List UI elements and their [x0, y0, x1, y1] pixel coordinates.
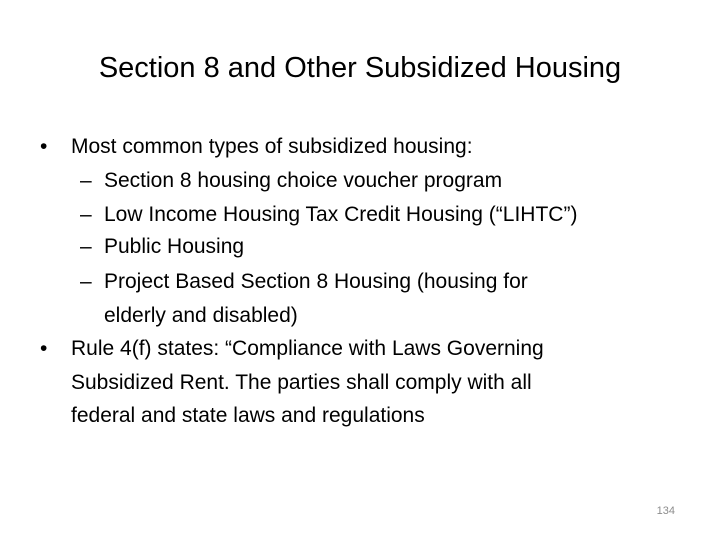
- bullet-text-continued: federal and state laws and regulations: [71, 404, 425, 427]
- sub-bullet-text-continued: elderly and disabled): [104, 304, 298, 327]
- sub-bullet-text: Project Based Section 8 Housing (housing for: [104, 270, 528, 293]
- page-number: 134: [656, 505, 675, 517]
- sub-bullet-text: Low Income Housing Tax Credit Housing (“LIHTC”): [104, 203, 578, 226]
- bullet-marker: •: [40, 337, 48, 360]
- bullet-text: Most common types of subsidized housing:: [71, 135, 473, 158]
- sub-bullet-marker: –: [80, 270, 92, 293]
- sub-bullet-text: Section 8 housing choice voucher program: [104, 169, 503, 192]
- bullet-text: Rule 4(f) states: “Compliance with Laws Governing: [71, 337, 544, 360]
- bullet-marker: •: [40, 135, 48, 158]
- sub-bullet-marker: –: [80, 169, 92, 192]
- sub-bullet-marker: –: [80, 203, 92, 226]
- sub-bullet-text: Public Housing: [104, 235, 245, 258]
- bullet-text-continued: Subsidized Rent. The parties shall comply with all: [71, 371, 532, 394]
- sub-bullet-marker: –: [80, 235, 92, 258]
- slide-title: Section 8 and Other Subsidized Housing: [98, 52, 622, 84]
